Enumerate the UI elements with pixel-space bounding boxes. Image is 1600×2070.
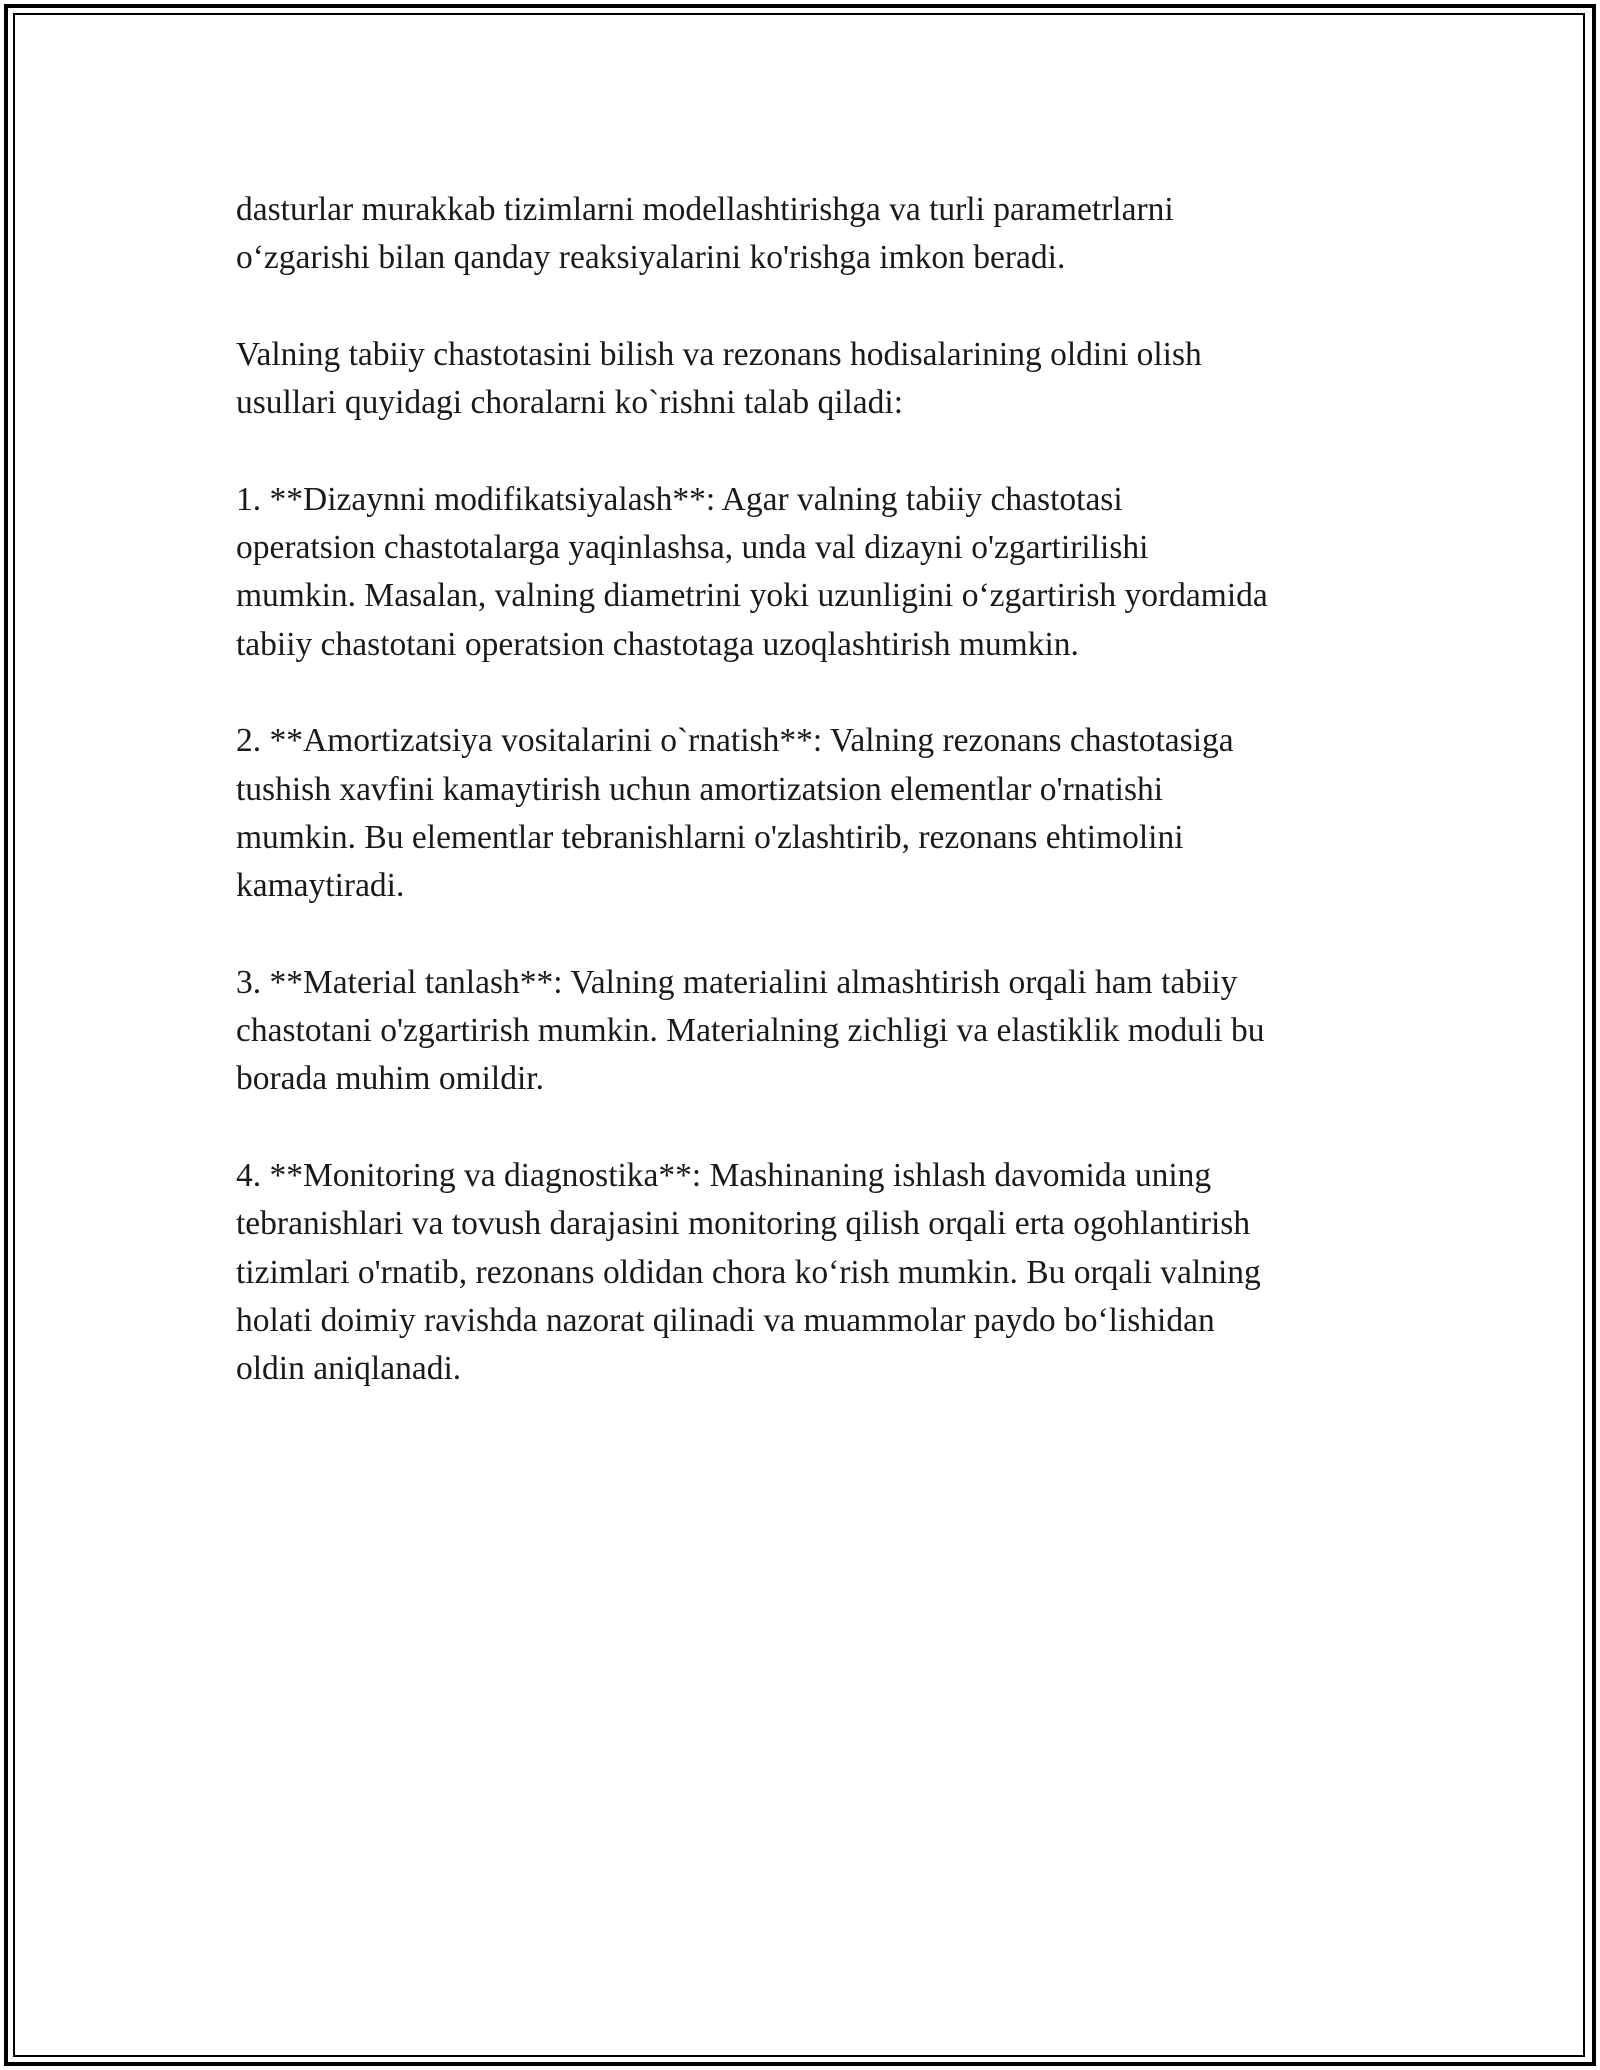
text-line: oldin aniqlanadi. <box>236 1350 462 1388</box>
paragraph-intro-continuation <box>236 186 1376 283</box>
text-line: usullari quyidagi choralarni ko`rishni talab qiladi: <box>236 384 904 422</box>
text-line: 3. **Material tanlash**: Valning materialini almashtirish orqali ham tabiiy <box>236 963 1238 1001</box>
text-line: 1. **Dizaynni modifikatsiyalash**: Agar valning tabiiy chastotasi <box>236 480 1123 518</box>
text-line: o‘zgarishi bilan qanday reaksiyalarini ko'rishga imkon beradi. <box>236 239 1066 277</box>
list-item-3 <box>236 959 1376 1104</box>
text-line: borada muhim omildir. <box>236 1060 544 1098</box>
text-line: tabiiy chastotani operatsion chastotaga uzoqlashtirish mumkin. <box>236 625 1079 663</box>
text-line: mumkin. Bu elementlar tebranishlarni o'zlashtirib, rezonans ehtimolini <box>236 818 1184 856</box>
text-line: 2. **Amortizatsiya vositalarini o`rnatish**: Valning rezonans chastotasiga <box>236 722 1234 760</box>
text-line: operatsion chastotalarga yaqinlashsa, unda val dizayni o'zgartirilishi <box>236 529 1149 567</box>
text-line: tushish xavfini kamaytirish uchun amortizatsion elementlar o'rnatishi <box>236 770 1164 808</box>
text-line: mumkin. Masalan, valning diametrini yoki uzunligini o‘zgartirish yordamida <box>236 577 1268 615</box>
list-item-2 <box>236 717 1376 910</box>
text-line: holati doimiy ravishda nazorat qilinadi va muammolar paydo bo‘lishidan <box>236 1301 1215 1339</box>
list-item-1 <box>236 476 1376 669</box>
text-line: tizimlari o'rnatib, rezonans oldidan chora ko‘rish mumkin. Bu orqali valning <box>236 1253 1261 1291</box>
text-line: Valning tabiiy chastotasini bilish va rezonans hodisalarining oldini olish <box>236 335 1202 373</box>
document-body <box>236 186 1376 1442</box>
paragraph-lead-in <box>236 331 1376 428</box>
text-line: chastotani o'zgartirish mumkin. Materialning zichligi va elastiklik moduli bu <box>236 1012 1265 1050</box>
list-item-4 <box>236 1152 1376 1393</box>
text-line: dasturlar murakkab tizimlarni modellashtirishga va turli parametrlarni <box>236 191 1174 228</box>
text-line: kamaytiradi. <box>236 867 405 905</box>
text-line: 4. **Monitoring va diagnostika**: Mashinaning ishlash davomida uning <box>236 1156 1212 1194</box>
text-line: tebranishlari va tovush darajasini monitoring qilish orqali erta ogohlantirish <box>236 1205 1251 1243</box>
